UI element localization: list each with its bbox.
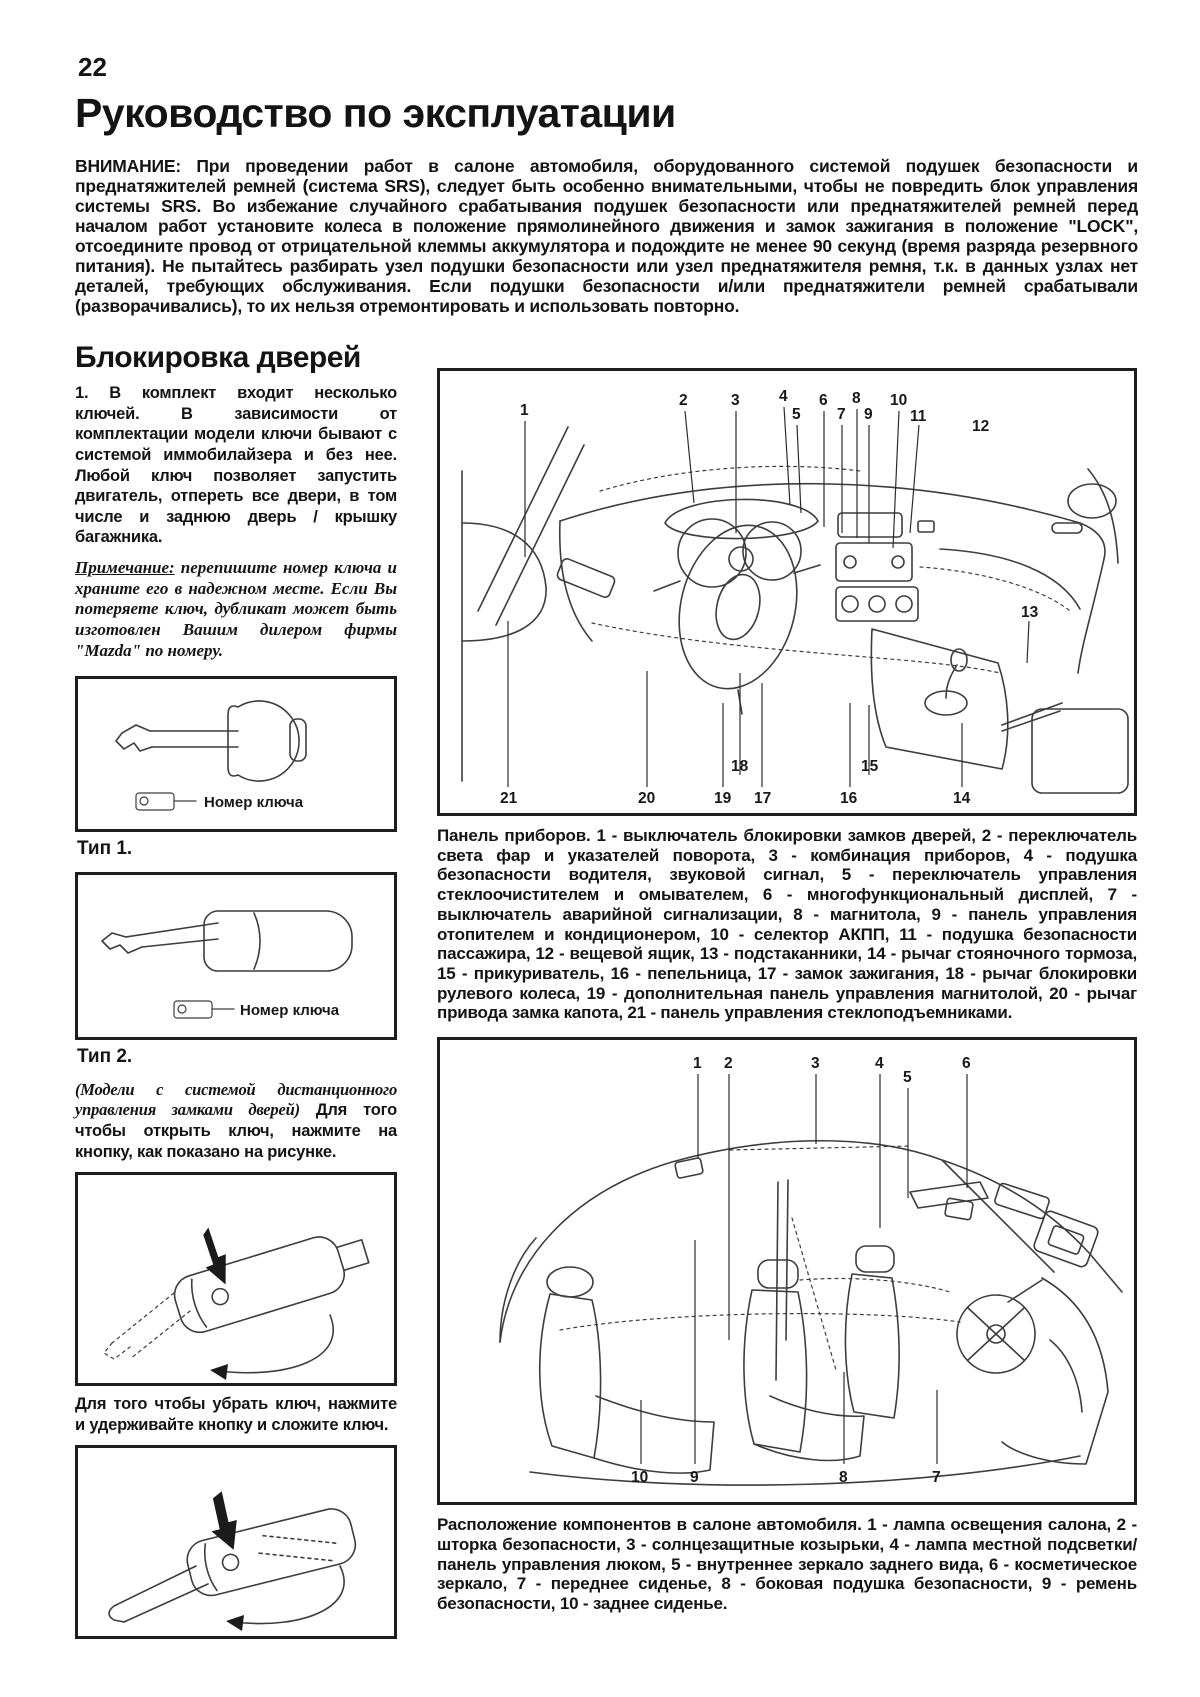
interior-figure (437, 1037, 1137, 1505)
keys-intro-paragraph: 1. В комплект входит несколько ключей. В зависимости от комплектации модели ключи бывают с системой иммобилайзера и без нее. Любой ключ позволяет запустить двигатель, отпереть все двери, в том числе и заднюю дверь / крышку багажника. (75, 384, 397, 547)
key-type2-drawing (78, 875, 394, 1037)
key-type2-figure (75, 872, 397, 1040)
callout-2: 2 (724, 1055, 733, 1073)
page-number: 22 (78, 52, 107, 82)
remote-open-italic: (Модели с системой дистанционного управления замками дверей) (75, 1079, 397, 1120)
callout-10: 10 (890, 392, 908, 409)
type1-label: Тип 1. (77, 837, 133, 859)
callout-18: 18 (731, 758, 749, 775)
interior-diagram (440, 1040, 1134, 1502)
callout-13: 13 (1021, 604, 1039, 621)
callout-1: 1 (520, 402, 529, 419)
callout-12: 12 (972, 418, 990, 435)
dashboard-caption: Панель приборов. 1 - выключатель блокировки замков дверей, 2 - переключатель света фар и указателей поворота, 3 - комбинация приборов, 4 - подушка безопасности водителя, звуковой сигнал, 5 - переключатель управления стеклоочистителем и омывателем, 6 - многофункциональный дисплей, 7 - выключатель аварийной сигнализации, 8 - магнитола, 9 - панель управления отопителем и кондиционером, 10 - селектор АКПП, 11 - подушка безопасности пассажира, 12 - вещевой ящик, 13 - подстаканники, 14 - рычаг стояночного тормоза, 15 - прикуриватель, 16 - пепельница, 17 - замок зажигания, 18 - рычаг блокировки рулевого колеса, 19 - дополнительная панель управления магнитолой, 20 - рычаг привода замка капота, 21 - панель управления стеклоподъемниками. (437, 826, 1137, 1023)
key-number-label: Номер ключа (204, 793, 304, 811)
callout-21: 21 (500, 790, 518, 807)
callout-17: 17 (754, 790, 772, 807)
key-type1-figure (75, 676, 397, 832)
callout-8: 8 (839, 1469, 848, 1487)
callout-19: 19 (714, 790, 732, 807)
callout-16: 16 (840, 790, 858, 807)
callout-8: 8 (852, 390, 861, 407)
callout-20: 20 (638, 790, 656, 807)
page-title: Руководство по эксплуатации (75, 90, 676, 136)
remote-open-paragraph (75, 1080, 397, 1163)
interior-callouts (631, 1055, 971, 1486)
callout-9: 9 (864, 406, 873, 423)
dashboard-diagram (440, 371, 1134, 807)
callout-3: 3 (731, 392, 740, 409)
key-number-label: Номер ключа (240, 1001, 340, 1019)
section-heading: Блокировка дверей (75, 341, 361, 374)
callout-10: 10 (631, 1469, 649, 1487)
remote-key-fold-figure (75, 1445, 397, 1639)
interior-caption: Расположение компонентов в салоне автомобиля. 1 - лампа освещения салона, 2 - шторка безопасности, 3 - солнцезащитные козырьки, 4 - лампа местной подсветки/панель управления люком, 5 - внутреннее зеркало заднего вида, 6 - косметическое зеркало, 7 - переднее сиденье, 8 - боковая подушка безопасности, 9 - ремень безопасности, 10 - заднее сиденье. (437, 1515, 1137, 1614)
remote-key-open-figure (75, 1172, 397, 1386)
callout-9: 9 (690, 1469, 699, 1487)
note-label: Примечание: (75, 558, 175, 577)
remote-key-fold-drawing (78, 1448, 394, 1636)
callout-15: 15 (861, 758, 879, 775)
note-text: перепишите номер ключа и храните его в надежном месте. Если Вы потеряете ключ, дубликат может быть изготовлен Вашим дилером фирмы "Mazda" по номеру. (75, 558, 397, 660)
remote-open-rest: Для того чтобы открыть ключ, нажмите на кнопку, как показано на рисунке. (75, 1101, 397, 1161)
callout-4: 4 (779, 388, 788, 405)
note-paragraph (75, 558, 397, 662)
key-type1-drawing (78, 679, 394, 829)
callout-5: 5 (903, 1069, 912, 1087)
callout-7: 7 (837, 406, 846, 423)
warning-paragraph: ВНИМАНИЕ: При проведении работ в салоне автомобиля, оборудованного системой подушек безопасности и преднатяжителей ремней (система SRS), следует быть особенно внимательными, чтобы не повредить блок управления системы SRS. Во избежание случайного срабатывания подушек безопасности или преднатяжителей ремней перед началом работ установите колеса в положение прямолинейного движения и замок зажигания в положение "LOCK", отсоедините провод от отрицательной клеммы аккумулятора и подождите не менее 90 секунд (время разряда резервного питания). Не пытайтесь разбирать узел подушки безопасности или узел преднатяжителя ремня, т.к. в данных узлах нет деталей, требующих обслуживания. Если подушки безопасности и/или преднатяжители ремней срабатывали (разворачивались), то их нельзя отремонтировать и использовать повторно. (75, 156, 1138, 316)
callout-11: 11 (910, 408, 927, 425)
callout-6: 6 (962, 1055, 971, 1073)
callout-4: 4 (875, 1055, 884, 1073)
callout-14: 14 (953, 790, 971, 807)
right-column (437, 368, 1137, 1628)
callout-6: 6 (819, 392, 828, 409)
callout-2: 2 (679, 392, 688, 409)
type2-label: Тип 2. (77, 1045, 133, 1067)
callout-7: 7 (932, 1469, 941, 1487)
callout-3: 3 (811, 1055, 820, 1073)
dashboard-figure (437, 368, 1137, 816)
callout-1: 1 (693, 1055, 702, 1073)
callout-5: 5 (792, 406, 801, 423)
left-column (75, 341, 397, 1645)
remote-key-open-drawing (78, 1175, 394, 1383)
fold-key-paragraph: Для того чтобы убрать ключ, нажмите и удерживайте кнопку и сложите ключ. (75, 1395, 397, 1434)
